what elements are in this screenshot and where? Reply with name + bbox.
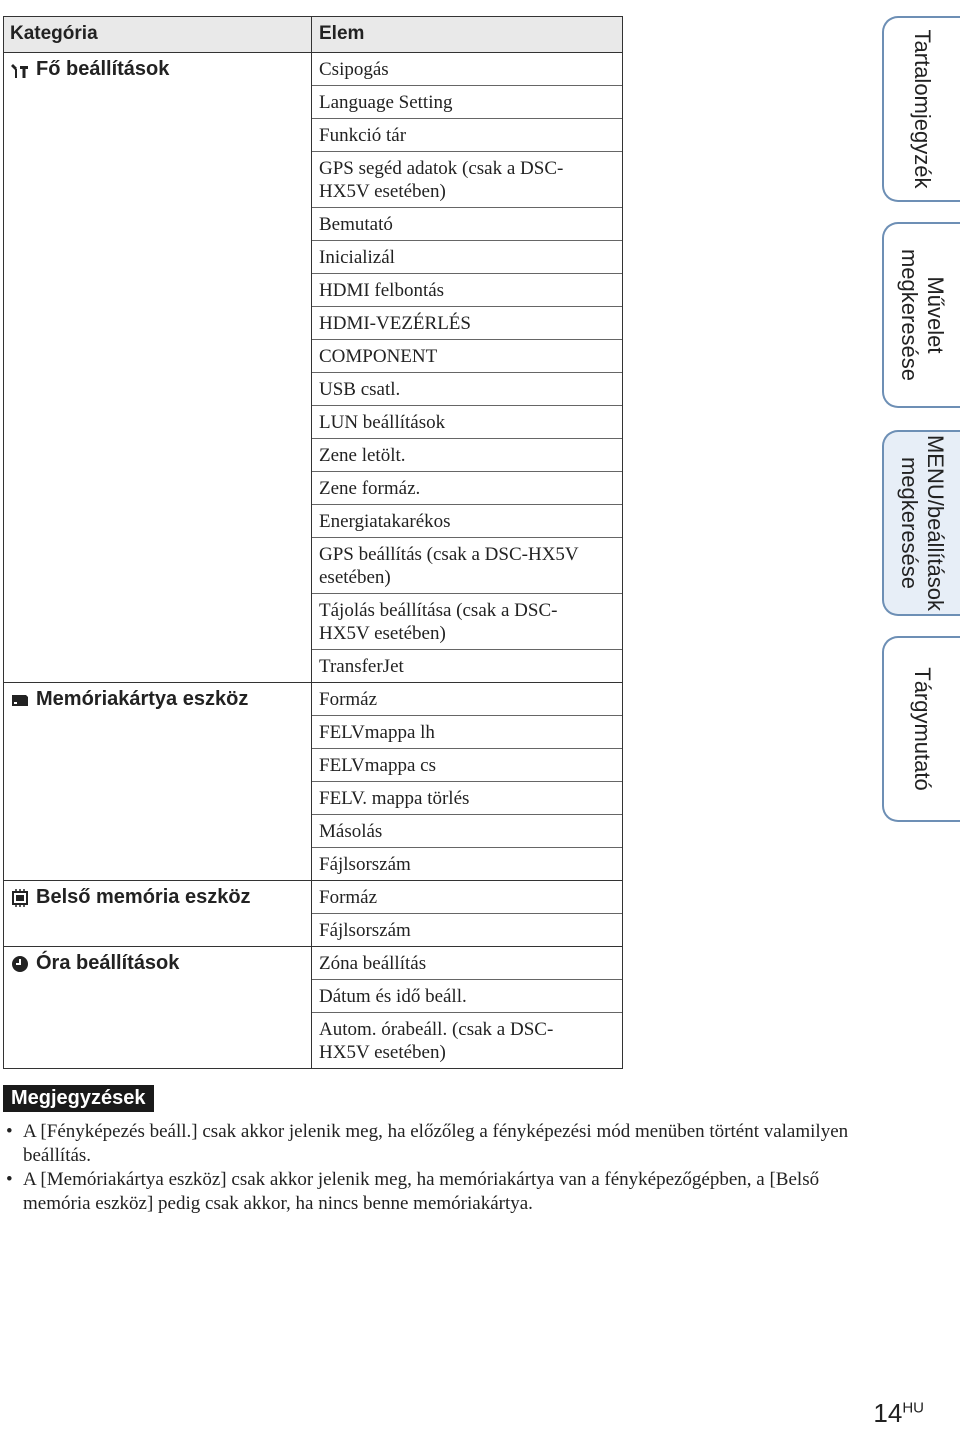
table-row: Csipogás xyxy=(312,53,622,86)
category-group xyxy=(4,683,622,881)
table-row: Tájolás beállítása (csak a DSC- HX5V esetében) xyxy=(312,594,622,650)
item-list xyxy=(312,947,622,1068)
tab-contents[interactable] xyxy=(882,16,960,202)
tab-label: Tárgymutató xyxy=(910,667,935,791)
toolbox-icon xyxy=(10,60,30,80)
category-group xyxy=(4,881,622,947)
table-row: TransferJet xyxy=(319,656,404,677)
table-row: Fájlsorszám xyxy=(319,854,411,875)
category-label: Fő beállítások xyxy=(36,58,170,80)
tab-label: Művelet megkeresése xyxy=(897,248,948,382)
category-group xyxy=(4,53,622,683)
table-row: Funkció tár xyxy=(312,119,622,152)
item-list xyxy=(312,53,622,682)
clock-icon xyxy=(10,954,30,974)
category-label: Óra beállítások xyxy=(36,952,180,974)
tab-label: Tartalomjegyzék xyxy=(910,29,935,189)
settings-table xyxy=(3,16,623,1069)
internal-memory-icon xyxy=(10,888,30,908)
table-row: USB csatl. xyxy=(312,373,622,406)
note-item: • A [Fényképezés beáll.] csak akkor jelenik meg, ha előzőleg a fényképezési mód menüben történt valamilyen beállítás. xyxy=(3,1120,863,1168)
table-row: Bemutató xyxy=(312,208,622,241)
table-row: Formáz xyxy=(312,683,622,716)
category-group xyxy=(4,947,622,1068)
note-item: • A [Memóriakártya eszköz] csak akkor jelenik meg, ha memóriakártya van a fényképezőgépben, a [Belső memória eszköz] pedig csak akkor, ha nincs benne memóriakártya. xyxy=(3,1168,863,1216)
table-row: FELVmappa lh xyxy=(312,716,622,749)
tab-index[interactable] xyxy=(882,636,960,822)
table-row: Inicializál xyxy=(312,241,622,274)
page-lang: HU xyxy=(902,1399,924,1417)
tab-menu-settings-search[interactable] xyxy=(882,430,960,616)
item-list xyxy=(312,683,622,880)
table-row: Másolás xyxy=(312,815,622,848)
header-item: Elem xyxy=(319,23,365,44)
table-row: Zóna beállítás xyxy=(312,947,622,980)
item-list xyxy=(312,881,622,946)
notes-title: Megjegyzések xyxy=(3,1085,154,1112)
page-number xyxy=(873,1398,924,1429)
table-row: Zene letölt. xyxy=(312,439,622,472)
table-row: LUN beállítások xyxy=(312,406,622,439)
table-row: HDMI felbontás xyxy=(312,274,622,307)
table-row: Fájlsorszám xyxy=(319,920,411,941)
table-row: GPS segéd adatok (csak a DSC- HX5V esetében) xyxy=(312,152,622,208)
table-row: FELV. mappa törlés xyxy=(312,782,622,815)
table-row: GPS beállítás (csak a DSC-HX5V esetében) xyxy=(312,538,622,594)
category-cell xyxy=(4,947,312,1068)
page-number-value: 14 xyxy=(873,1398,903,1428)
table-row: Language Setting xyxy=(312,86,622,119)
tab-label: MENU/beállítások megkeresése xyxy=(897,434,948,612)
memory-card-icon xyxy=(10,690,30,710)
category-cell xyxy=(4,881,312,946)
table-row: Energiatakarékos xyxy=(312,505,622,538)
category-cell xyxy=(4,53,312,682)
category-label: Memóriakártya eszköz xyxy=(36,688,249,710)
table-row: Autom. órabeáll. (csak a DSC- HX5V esetében) xyxy=(319,1019,554,1063)
category-cell xyxy=(4,683,312,880)
table-row: FELVmappa cs xyxy=(312,749,622,782)
tab-operation-search[interactable] xyxy=(882,222,960,408)
table-row: COMPONENT xyxy=(312,340,622,373)
table-row: Dátum és idő beáll. xyxy=(312,980,622,1013)
category-label: Belső memória eszköz xyxy=(36,886,251,908)
header-category: Kategória xyxy=(4,17,312,52)
table-row: Formáz xyxy=(312,881,622,914)
table-header xyxy=(4,17,622,53)
table-row: Zene formáz. xyxy=(312,472,622,505)
notes-list xyxy=(3,1120,863,1216)
table-row: HDMI-VEZÉRLÉS xyxy=(312,307,622,340)
